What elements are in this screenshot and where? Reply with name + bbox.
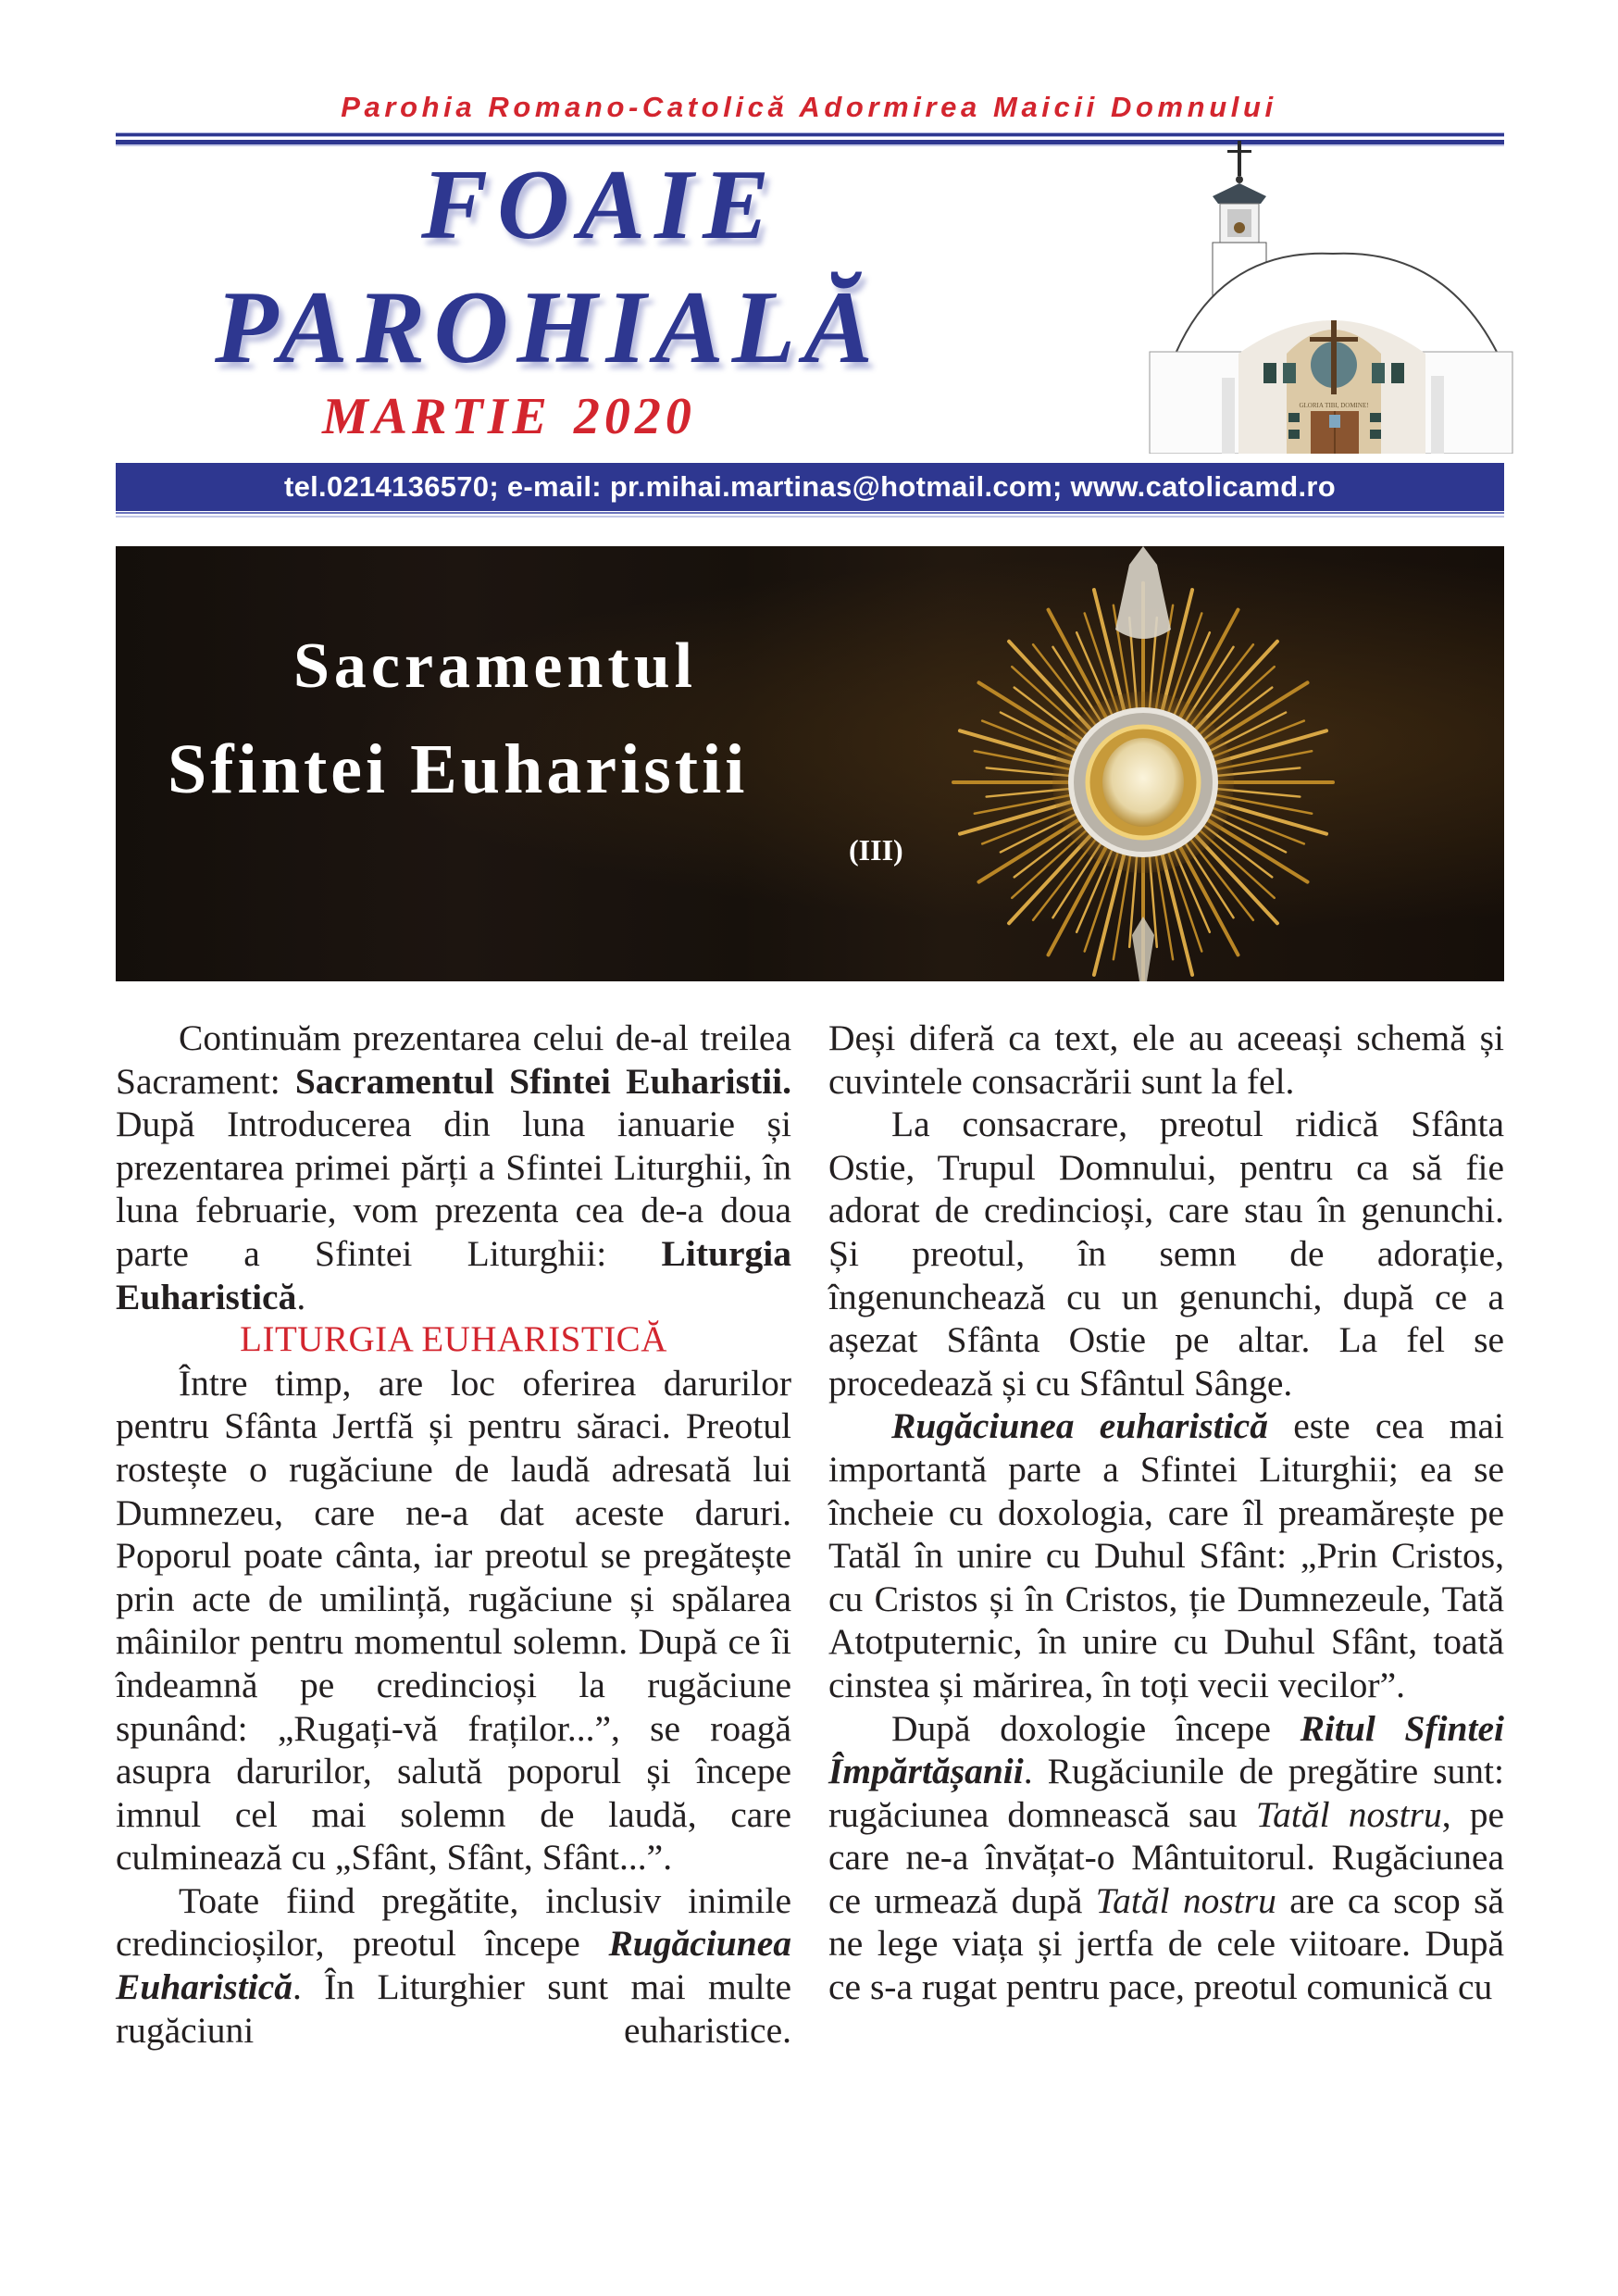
text-run: Continuăm prezentarea celui de-al treilea Sacrament:: [116, 1017, 791, 1102]
offertory-paragraph: Între timp, are loc oferirea darurilor pentru Sfânta Jertfă și pentru săraci. Preotul rostește o rugăciune de laudă adresată lui Dumnezeu, care ne-a dat aceste daruri. Poporul poate cânta, iar preotul se pregătește prin acte de umilință, rugăciune și spălarea mâinilor pentru momentul solemn. După ce îi îndeamnă pe credincioși la rugăciune spunând: „Rugați-vă fraților...”, se roagă asupra darurilor, salută poporul și începe imnul cel mai solemn de laudă, care culminează cu „Sfânt, Sfânt, Sfânt...”.: [116, 1362, 791, 1878]
text-run: .: [296, 1276, 306, 1317]
intro-paragraph: [116, 1017, 791, 1318]
contact-bar-underline: [116, 512, 1504, 518]
eucharistic-prayer-paragraph: [116, 1879, 791, 2052]
emphasis-italic: Tatăl nostru: [1255, 1793, 1442, 1835]
text-run: . Rugăciunile de pregătire sunt: rugăciunea domnească sau: [828, 1751, 1504, 1835]
contact-bar: tel.0214136570; e-mail: pr.mihai.martinas@hotmail.com; www.catolicamd.ro: [116, 463, 1504, 511]
bell-icon: [1234, 222, 1245, 233]
monstrance-image: [949, 546, 1338, 981]
communion-rite-paragraph: [828, 1707, 1504, 2009]
host-icon: [1102, 738, 1184, 827]
section-heading: LITURGIA EUHARISTICĂ: [240, 1319, 667, 1360]
emphasis-bold: Sacramentul Sfintei Euharistii.: [294, 1060, 791, 1102]
emphasis-bold-italic: Rugăciunea euharistică: [891, 1405, 1268, 1447]
text-run: După Introducerea din luna ianuarie și prezentarea primei părți a Sfintei Liturghii, în luna februarie, vom prezenta cea de-a doua parte a Sfintei Liturghii:: [116, 1104, 791, 1274]
emphasis-bold-italic: Rugăciunea Euharistică: [116, 1923, 791, 2008]
issue-year: 2020: [573, 388, 696, 445]
text-run: . În Liturghier sunt mai multe rugăciuni euharistice.: [116, 1966, 791, 2051]
banner-title-line-2: Sfintei Euharistii: [168, 730, 749, 808]
text-run: , pe care ne-a învățat-o Mântuitorul. Rugăciunea ce urmează după: [828, 1793, 1504, 1921]
masthead-title-line-2: PAROHIALĂ: [215, 270, 881, 385]
issue-date: [322, 387, 696, 446]
consecration-paragraph: La consacrare, preotul ridică Sfânta Ostie, Trupul Domnului, pentru ca să fie adorat de credincioși, care stau în genunchi. Și preotul, în semn de adorație, îngenunchează cu un genunchi, după ce a așezat Sfânta Ostie pe altar. La fel se procedează și cu Sfântul Sânge.: [828, 1104, 1504, 1404]
text-run: După doxologie începe: [891, 1707, 1301, 1749]
church-photo: [1148, 139, 1513, 454]
article-banner: [116, 546, 1504, 981]
emphasis-bold-italic: Ritul Sfintei Împărtășanii: [828, 1707, 1504, 1792]
masthead-title-line-1: FOAIE: [421, 150, 779, 260]
emphasis-bold: Liturgia Euharistică: [116, 1232, 791, 1317]
parish-name: Parohia Romano-Catolică Adormirea Maicii Domnului: [341, 91, 1277, 123]
banner-title-line-1: Sacramentul: [293, 630, 698, 702]
doxology-paragraph: [828, 1404, 1504, 1706]
text-run: este cea mai importantă parte a Sfintei Liturghii; ea se încheie cu doxologia, care îl preamărește pe Tatăl în unire cu Duhul Sfânt: „Prin Cristos, cu Cristos și în Cristos, ție Dumnezeule, Tată Atotputernic, în unire cu Duhul Sfânt, toată cinstea și mărirea, în toți vecii vecilor”.: [828, 1405, 1504, 1705]
continuation-paragraph: Deși diferă ca text, ele au aceeași schemă și cuvintele consacrării sunt la fel.: [828, 1017, 1504, 1102]
church-cross-icon: [1238, 141, 1241, 176]
church-inscription: GLORIA TIBI, DOMINE!: [1299, 402, 1369, 409]
monstrance-crown: [1115, 546, 1171, 639]
issue-month: MARTIE: [322, 388, 552, 445]
article-column-right: [828, 1017, 1504, 2009]
emphasis-italic: Tatăl nostru: [1095, 1879, 1276, 1921]
banner-part-number: (III): [849, 833, 903, 867]
text-run: Toate fiind pregătite, inclusiv inimile credincioșilor, preotul începe: [116, 1879, 791, 1965]
text-run: are ca scop să ne lege viața și jertfa de cele viitoare. După ce s-a rugat pentru pace, preotul comunică cu: [828, 1879, 1504, 2008]
article-column-left: [116, 1017, 791, 2052]
